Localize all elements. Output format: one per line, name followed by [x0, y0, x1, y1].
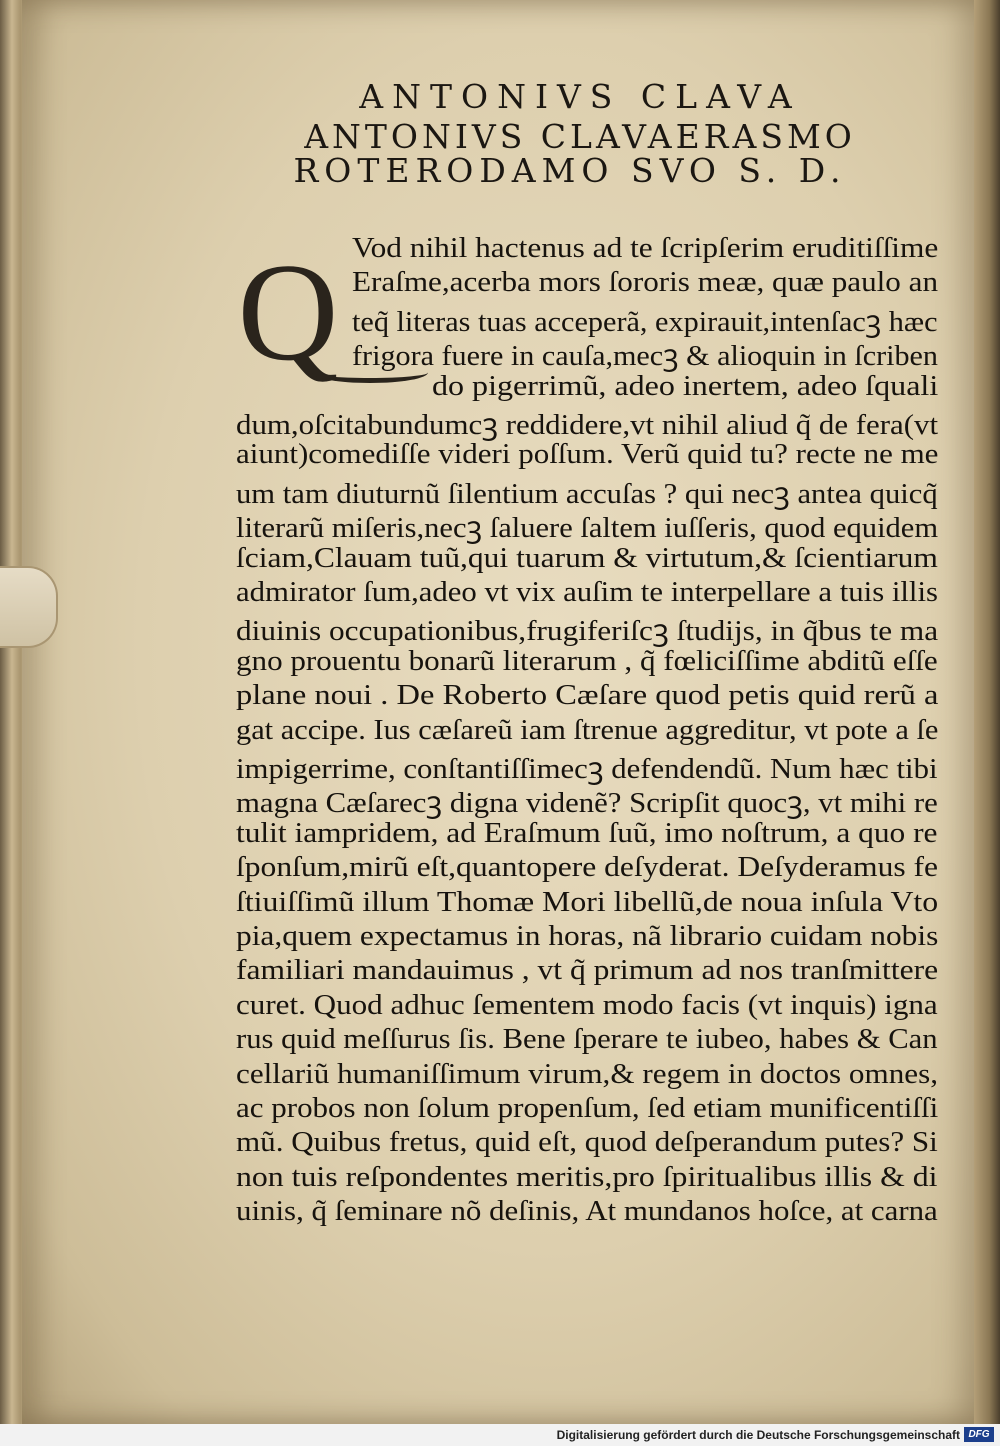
text-line: rus quid meſſurus ſis. Bene ſperare te iubeo, habes & Can: [236, 1023, 938, 1056]
text-line: pia,quem expectamus in horas, nã librario cuidam nobis: [236, 920, 939, 952]
text-line: ſciam,Clauam tuũ,qui tuarum & virtutum,& ſcientiarum: [236, 541, 938, 574]
text-line: literarũ miſeris,necꝫ ſaluere ſaltem iuſſeris, quod equidem: [236, 512, 939, 545]
text-line: gat accipe. Ius cæſareũ iam ſtrenue aggreditur, vt pote a ſe: [236, 713, 939, 746]
text-line: cellariũ humaniſſimum virum,& regem in doctos omnes,: [236, 1057, 938, 1090]
text-line: diuinis occupationibus,frugiferiſcꝫ ſtudijs, in q̃bus te ma: [236, 615, 939, 648]
text-line: ſponſum,mirũ eſt,quantopere deſyderat. Deſyderamus fe: [236, 851, 939, 884]
footer-credit: Digitalisierung gefördert durch die Deutsche Forschungsgemeinschaft: [556, 1428, 960, 1442]
text-line: um tam diuturnũ ſilentium accuſas ? qui necꝫ antea quicq̃: [236, 477, 938, 510]
text-line: dum,oſcitabundumcꝫ reddidere,vt nihil aliud q̃ de fera(vt: [236, 409, 939, 441]
book-clasp: [0, 566, 58, 648]
text-line: do pigerrimũ, adeo inertem, adeo ſquali: [432, 369, 939, 402]
text-line: uinis, q̃ ſeminare nõ deſinis, At mundanos hoſce, at carna: [236, 1195, 938, 1228]
text-line: admirator ſum,adeo vt vix auſim te interpellare a tuis illis: [236, 576, 939, 608]
text-line: familiari mandauimus , vt q̃ primum ad nos tranſmittere: [236, 954, 939, 987]
heading-line-1: ANTONIVS CLAVA: [359, 77, 801, 116]
book-gutter-right: [974, 0, 1000, 1424]
heading-line-3: ROTERODAMO SVO S. D.: [293, 151, 847, 190]
text-line: magna Cæſarecꝫ digna videnẽ? Scripſit quocꝫ, vt mihi re: [236, 787, 938, 820]
text-line: Eraſme,acerba mors ſororis meæ, quæ paulo an: [352, 266, 939, 299]
text-line: teq̃ literas tuas acceperã, expirauit,intenſacꝫ hæc: [352, 305, 938, 338]
text-line: curet. Quod adhuc ſementem modo facis (vt inquis) igna: [236, 988, 938, 1021]
text-line: gno prouentu bonarũ literarum , q̃ fœliciſſime abditũ eſſe: [236, 644, 938, 677]
dfg-logo: DFG: [964, 1427, 994, 1442]
text-line: tulit iampridem, ad Eraſmum ſuũ, imo noſtrum, a quo re: [236, 816, 938, 849]
text-line: mũ. Quibus fretus, quid eſt, quod deſperandum putes? Si: [236, 1126, 938, 1159]
text-line: ac probos non ſolum propenſum, ſed etiam munificentiſſi: [236, 1092, 939, 1124]
decorated-initial-letter: Q: [237, 235, 339, 390]
text-line: plane noui . De Roberto Cæſare quod petis quid rerũ a: [236, 679, 939, 712]
text-line: Vod nihil hactenus ad te ſcripſerim eruditiſſime: [352, 232, 939, 264]
text-line: aiunt)comediſſe videri poſſum. Verũ quid tu? recte ne me: [236, 438, 939, 471]
heading-line-2: ANTONIVS CLAVAERASMO: [304, 117, 856, 156]
text-line: non tuis reſpondentes meritis,pro ſpiritualibus illis & di: [236, 1160, 938, 1193]
footer-bar: [0, 1424, 1000, 1446]
text-line: ſtiuiſſimũ illum Thomæ Mori libellũ,de noua inſula Vto: [236, 885, 939, 918]
text-line: frigora fuere in cauſa,mecꝫ & alioquin in ſcriben: [352, 340, 938, 373]
text-line: impigerrime, conſtantiſſimecꝫ defendendũ. Num hæc tibi: [236, 753, 938, 785]
